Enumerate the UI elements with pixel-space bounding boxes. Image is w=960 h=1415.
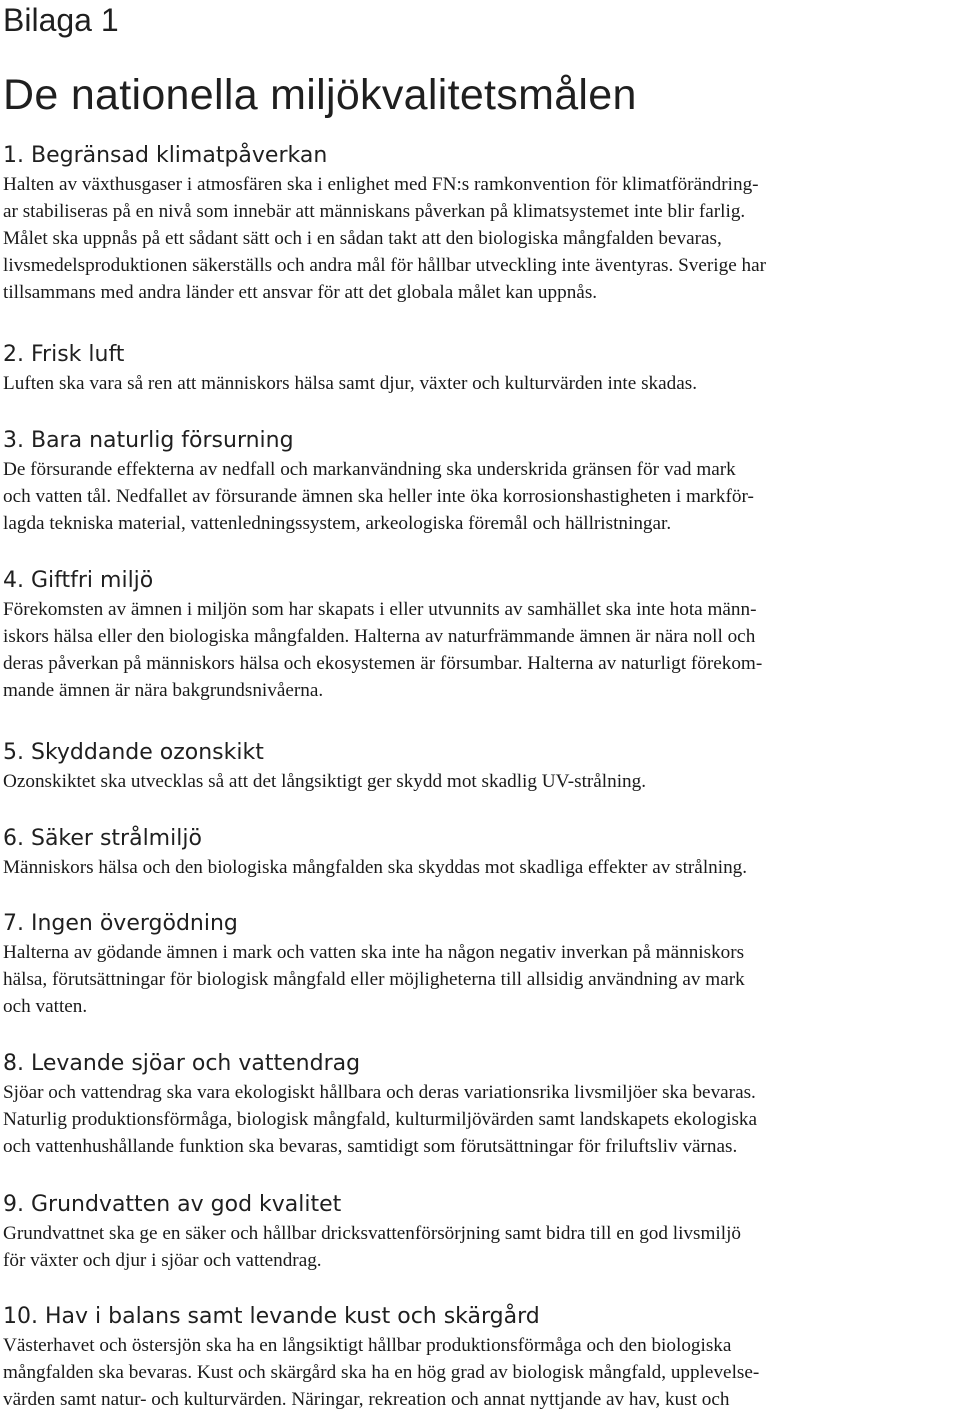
body-line: Luften ska vara så ren att människors hälsa samt djur, växter och kulturvärden inte skadas. [3, 373, 698, 394]
body-line: och vattenhushållande funktion ska bevaras, samtidigt som förutsättningar för friluftsliv värnas. [3, 1136, 738, 1158]
body-line: och vatten tål. Nedfallet av försurande ämnen ska heller inte öka korrosionshastigheten i markför- [3, 486, 754, 508]
body-line: Ozonskiktet ska utvecklas så att det långsiktigt ger skydd mot skadlig UV-strålning. [3, 771, 647, 792]
body-line: Grundvattnet ska ge en säker och hållbar dricksvattenförsörjning samt bidra till en god livsmiljö [3, 1223, 742, 1244]
goal-heading: 1. Begränsad klimatpåverkan [3, 143, 328, 168]
goal-heading: 6. Säker strålmiljö [3, 826, 202, 851]
goal-heading: 5. Skyddande ozonskikt [3, 740, 264, 765]
body-line: tillsammans med andra länder ett ansvar för att det globala målet kan uppnås. [3, 282, 598, 304]
goal-body [0, 456, 960, 537]
body-line: hälsa, förutsättningar för biologisk mångfald eller möjligheterna till allsidig användning av mark [3, 969, 745, 991]
body-line: och vatten. [3, 996, 88, 1018]
goal-body [0, 1079, 960, 1160]
body-line: Målet ska uppnås på ett sådant sätt och i en sådan takt att den biologiska mångfalden bevaras, [3, 228, 722, 250]
body-line: lagda tekniska material, vattenledningssystem, arkeologiska föremål och hällristningar. [3, 513, 672, 535]
goal-heading: 10. Hav i balans samt levande kust och skärgård [3, 1304, 540, 1329]
body-line: Västerhavet och östersjön ska ha en långsiktigt hållbar produktionsförmåga och den biologiska [3, 1335, 732, 1356]
body-line: mångfalden ska bevaras. Kust och skärgård ska ha en hög grad av biologisk mångfald, upplevelse- [3, 1362, 760, 1384]
body-line: livsmedelsproduktionen säkerställs och andra mål för hållbar utveckling inte äventyras. Sverige har [3, 255, 767, 277]
goal-body [0, 768, 960, 795]
goal-section-4 [0, 566, 960, 704]
body-line: Sjöar och vattendrag ska vara ekologiskt hållbara och deras variationsrika livsmiljöer ska bevaras. [3, 1082, 756, 1103]
goal-section-3 [0, 426, 960, 537]
goal-heading: 3. Bara naturlig försurning [3, 428, 294, 453]
body-line: Naturlig produktionsförmåga, biologisk mångfald, kulturmiljövärden samt landskapets ekologiska [3, 1109, 758, 1131]
body-line: deras påverkan på människors hälsa och ekosystemen är försumbar. Halterna av naturligt förekom- [3, 653, 763, 675]
body-line: värden samt natur- och kulturvärden. Näringar, rekreation och annat nyttjande av hav, kust och [3, 1389, 730, 1411]
appendix-label: Bilaga 1 [3, 2, 119, 38]
goal-body [0, 854, 960, 881]
goal-section-7 [0, 909, 960, 1020]
goal-heading: 9. Grundvatten av god kvalitet [3, 1192, 342, 1217]
goal-body [0, 171, 960, 306]
goal-body [0, 596, 960, 704]
goal-section-9 [0, 1190, 960, 1274]
body-line: mande ämnen är nära bakgrundsnivåerna. [3, 680, 324, 702]
goal-section-2 [0, 340, 960, 397]
goal-body [0, 939, 960, 1020]
body-line: Förekomsten av ämnen i miljön som har skapats i eller utvunnits av samhället ska inte hota männ- [3, 599, 757, 620]
goal-section-5 [0, 738, 960, 795]
goal-body [0, 370, 960, 397]
goal-heading: 8. Levande sjöar och vattendrag [3, 1051, 361, 1076]
goal-heading: 4. Giftfri miljö [3, 568, 154, 593]
body-line: Människors hälsa och den biologiska mångfalden ska skyddas mot skadliga effekter av strålning. [3, 857, 748, 878]
goal-section-6 [0, 824, 960, 881]
body-line: för växter och djur i sjöar och vattendrag. [3, 1250, 322, 1272]
goal-body [0, 1332, 960, 1413]
body-line: ar stabiliseras på en nivå som innebär att människans påverkan på klimatsystemet inte blir farlig. [3, 201, 746, 223]
body-line: De försurande effekterna av nedfall och markanvändning ska underskrida gränsen för vad mark [3, 459, 736, 480]
body-line: Halterna av gödande ämnen i mark och vatten ska inte ha någon negativ inverkan på människors [3, 942, 745, 963]
body-line: iskors hälsa eller den biologiska mångfalden. Halterna av naturfrämmande ämnen är nära noll och [3, 626, 756, 648]
document-title: De nationella miljökvalitetsmålen [3, 71, 637, 119]
goal-heading: 7. Ingen övergödning [3, 911, 238, 936]
body-line: Halten av växthusgaser i atmosfären ska i enlighet med FN:s ramkonvention för klimatförändring- [3, 174, 759, 195]
goal-section-8 [0, 1049, 960, 1160]
goal-section-1 [0, 141, 960, 306]
goal-body [0, 1220, 960, 1274]
goal-section-10 [0, 1302, 960, 1413]
goal-heading: 2. Frisk luft [3, 342, 125, 367]
